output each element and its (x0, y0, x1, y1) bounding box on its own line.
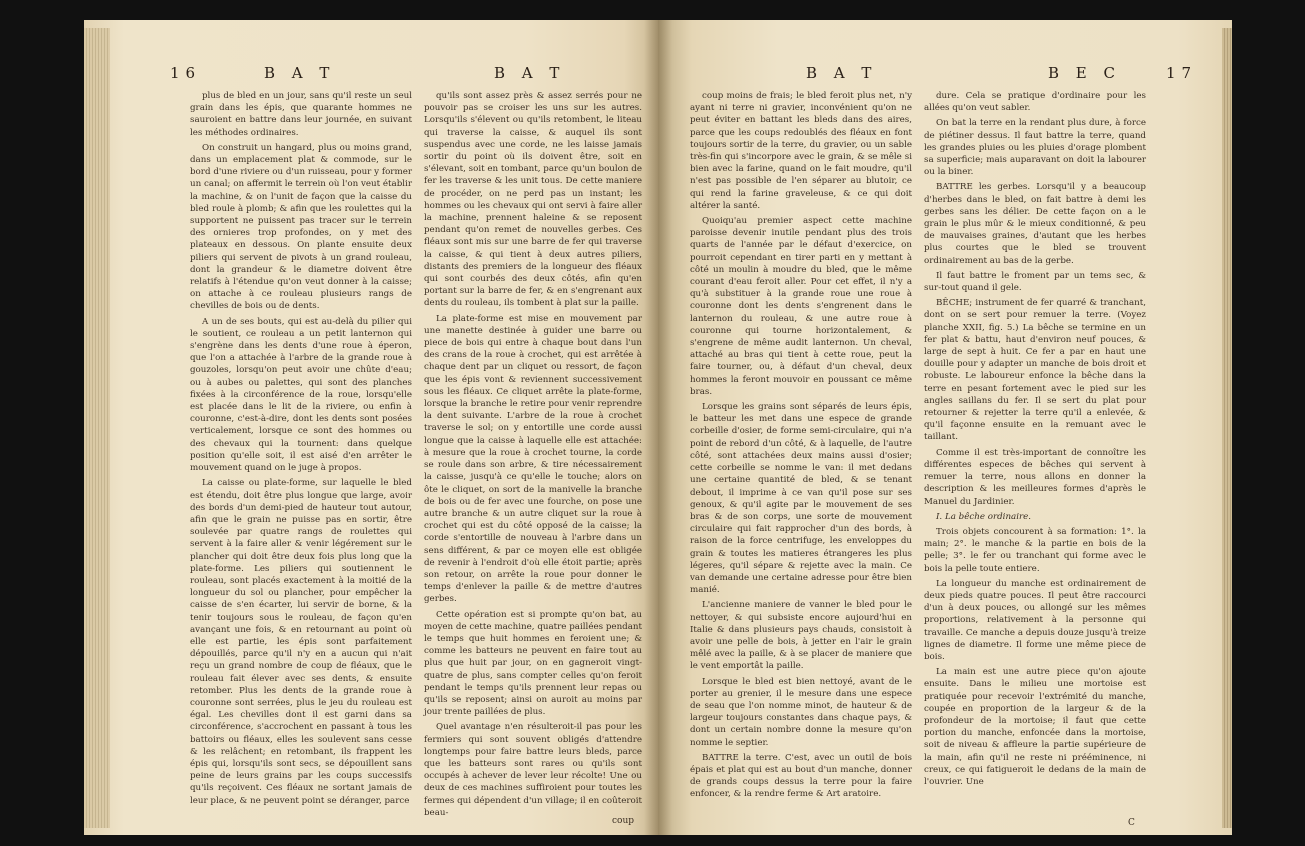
paragraph: On construit un hangard, plus ou moins grand, dans un emplacement plat & commode, sur le bord d'une riviere ou d'un ruisseau, pour y former un canal; on affermit le terrein où l'on veut établir la machine, & on l'unit de façon que la caisse du bled roule à plomb; & afin que les roulettes qui la supportent ne puissent pas tracer sur le terrein des ornieres trop profondes, on y met des plateaux en dessous. On plante ensuite deux piliers qui servent de pivots à un grand rouleau, dont la grandeur & le diametre doivent être relatifs à l'étendue qu'on veut donner à la caisse; on attache à ce rouleau plusieurs rangs de chevilles de bois ou de dents. (190, 142, 412, 312)
paragraph: BATTRE la terre. C'est, avec un outil de bois épais et plat qui est au bout d'un manche, donner de grands coups dessus la terre pour la faire enfoncer, & la rendre ferme & Art aratoire. (690, 752, 912, 800)
paragraph: coup moins de frais; le bled feroit plus net, n'y ayant ni terre ni gravier, inconvénient qu'on ne peut éviter en battant les bleds dans des aires, parce que les coups redoublés des fléaux en font toujours sortir de la terre, du gravier, ou un sable très-fin qui s'incorpore avec le grain, & se mêle si bien avec la farine, quand on le fait moudre, qu'il n'est pas possible de l'en séparer au blutoir, ce qui rend la farine graveleuse, & ce qui doit altérer la santé. (690, 91, 912, 211)
open-book (84, 20, 1232, 835)
paragraph: dure. Cela se pratique d'ordinaire pour les allées qu'on veut sabler. (924, 91, 1146, 114)
running-head-left-b: B A T (494, 64, 566, 82)
right-column-1 (690, 90, 912, 804)
page-number-left: 16 (170, 64, 202, 82)
paragraph: BATTRE les gerbes. Lorsqu'il y a beaucoup d'herbes dans le bled, on fait battre à demi les gerbes sans les délier. De cette façon on a le grain le plus mûr & le mieux conditionné, & peu de mauvaises graines, d'autant que les herbes plus courtes que le bled se trouvent ordinairement au bas de la gerbe. (924, 182, 1146, 266)
paragraph: La longueur du manche est ordinairement de deux pieds quatre pouces. Il peut être raccourci d'un à deux pouces, ou allongé sur les mêmes proportions, relativement à la personne qui travaille. Ce manche a depuis douze jusqu'à treize lignes de diametre. Il forme une même piece de bois. (924, 578, 1147, 662)
paragraph: A un de ses bouts, qui est au-delà du pilier qui le soutient, ce rouleau a un petit lanternon qui s'engrène dans les dents d'une roue à éperon, que l'on a attachée à l'arbre de la grande roue à gouzoles, lorsqu'on peut avoir une chûte d'eau; ou à aubes ou palettes, qui sont des planches fixées à la circonférence de la roue, lorsqu'elle est placée dans le lit de la riviere, ou enfin à couronne, c'est-à-dire, dont les dents sont posées verticalement, lorsque ce sont des hommes ou des chevaux qui la tournent: dans quelque position qu'elle soit, il est aisé d'en arrêter le mouvement quand on le juge à propos. (190, 316, 412, 474)
paragraph: La main est une autre piece qu'on ajoute ensuite. Dans le milieu une mortoise est pratiquée pour recevoir l'extrémité du manche, coupée en proportion de la largeur & de la profondeur de la mortoise; il faut que cette portion du manche, enfoncée dans la mortoise, soit de niveau & affleure la partie supérieure de la main, afin qu'il ne reste ni prééminence, ni creux, ce qui fatigueroit le dedans de la main de l'ouvrier. Une (924, 667, 1146, 787)
paragraph: BÊCHE; instrument de fer quarré & tranchant, dont on se sert pour remuer la terre. (Voyez planche XXII, fig. 5.) La bêche se termine en un fer plat & battu, haut d'environ neuf pouces, & large de sept à huit. Ce fer a par en haut une douille pour y adapter un manche de bois droit et robuste. Le laboureur enfonce la bêche dans la terre en pesant fortement avec le pied sur les angles saillans du fer. Il se sert du plat pour retourner & rejetter la terre qu'il a enlevée, & qu'il façonne ensuite en la remuant avec le taillant. (924, 298, 1146, 443)
paragraph: Comme il est très-important de connoître les différentes especes de bêches qui servent à remuer la terre, nous allons en donner la description & les meilleures formes d'après le Manuel du Jardinier. (924, 447, 1146, 507)
page-edges-right (1222, 28, 1232, 828)
book-gutter (644, 20, 672, 835)
paragraph: Trois objets concourent à sa formation: 1°. la main; 2°. le manche & la partie en bois de la pelle; 3°. le fer ou tranchant qui forme avec le bois la pelle toute entiere. (924, 526, 1146, 574)
left-column-1 (190, 90, 412, 810)
page-edges-left (84, 28, 110, 828)
paragraph: Quoiqu'au premier aspect cette machine paroisse devenir inutile pendant plus des trois quarts de l'année par le défaut d'exercice, on pourroit cependant en tirer parti en y mettant à côté un moulin à moudre du bled, que le même courant d'eau feroit aller. Pour cet effet, il n'y a qu'à substituer à la grande roue une roue à couronne dont les dents s'engrenent dans le lanternon du rouleau, & une autre roue à couronne qui tourne horizontalement, & s'engrene de même audit lanternon. Un cheval, attaché au bras qui tient à cette roue, peut la faire tourner, ou, à défaut d'un cheval, deux hommes la feront mouvoir en poussant ce même bras. (690, 216, 912, 397)
right-column-2 (924, 90, 1146, 791)
paragraph: L'ancienne maniere de vanner le bled pour le nettoyer, & qui subsiste encore aujourd'hui en Italie & dans plusieurs pays chauds, consistoit à avoir une pelle de bois, à jetter en l'air le grain mêlé avec la paille, & à se placer de maniere que le vent emportât la paille. (690, 600, 912, 672)
paragraph: La caisse ou plate-forme, sur laquelle le bled est étendu, doit être plus longue que large, avoir des bords d'un demi-pied de hauteur tout autour, afin que le grain ne puisse pas en sortir, être soulevée par quatre rangs de roulettes qui servent à la faire aller & venir légérement sur le plancher qui doit être deux fois plus long que la plate-forme. Les piliers qui soutiennent le rouleau, sont placés exactement à la moitié de la longueur du sol ou plancher, pour empêcher la caisse de s'en écarter, lui servir de borne, & la tenir toujours sous le rouleau, de façon qu'en avançant une fois, & en retournant au point où elle est partie, les épis sont parfaitement dépouillés, parce qu'il n'y en a aucun qui n'ait reçu un grand nombre de coup de fléaux, que le rouleau fait élever avec ses dents, & ensuite retomber. Plus les dents de la grande roue à couronne sont serrées, plus le jeu du rouleau est égal. Les chevilles dont il est garni dans sa circonférence, s'accrochent en passant à tous les battoirs ou fléaux, elles les soulevent sans cesse & les relâchent; en retombant, ils frappent les épis qui, lorsqu'ils sont secs, se dépouillent sans peine de leurs grains par les coups successifs qu'ils reçoivent. Ces fléaux ne sortant jamais de leur place, & ne peuvent point se déranger, parce (190, 478, 412, 806)
catchword-left: coup (612, 816, 635, 826)
paragraph: La plate-forme est mise en mouvement par une manette destinée à guider une barre ou piece de bois qui entre à chaque bout dans l'un des crans de la roue à crochet, qui est arrêtée à chaque dent par un cliquet ou ressort, de façon que les épis vont & reviennent successivement sous les fléaux. Ce cliquet arrête la plate-forme, lorsque la branche le retire pour venir reprendre la dent suivante. L'arbre de la roue à crochet traverse le sol; on y entortille une corde aussi longue que la caisse à laquelle elle est attachée: à mesure que la roue à crochet tourne, la corde se roule dans son arbre, & tire nécessairement la caisse, jusqu'à ce qu'elle le touche; alors on ôte le cliquet, on sort de la manivelle la branche de bois ou de fer avec une fourche, on pose une autre branche & un autre cliquet sur la roue à crochet qui est du côté opposé de la caisse; la corde s'entortille de nouveau à l'arbre dans un sens différent, & par ce moyen elle est obligée de revenir à l'endroit d'où elle étoit partie; après son retour, on arrête la roue pour donner le temps d'enlever la paille & de mettre d'autres gerbes. (424, 313, 642, 605)
catchword-right: C (1128, 818, 1135, 828)
paragraph: Il faut battre le froment par un tems sec, & sur-tout quand il gele. (924, 270, 1146, 294)
running-head-right-a: B A T (806, 64, 878, 82)
running-head-right-b: B E C (1048, 64, 1121, 82)
running-head-left-a: B A T (264, 64, 336, 82)
paragraph: Lorsque les grains sont séparés de leurs épis, le batteur les met dans une espece de grande corbeille d'osier, de forme semi-circulaire, qui n'a point de rebord d'un côté, & à laquelle, de l'autre côté, sont attachées deux mains aussi d'osier; cette corbeille se nomme le van: il met dedans une certaine quantité de bled, & se tenant debout, il imprime à ce van qu'il pose sur ses genoux, & qu'il agite par le mouvement de ses bras & de son corps, une sorte de mouvement circulaire qui fait rapprocher d'un des bords, à raison de la force centrifuge, les enveloppes du grain & toutes les matieres étrangeres les plus légeres, qu'il sépare & rejette avec la main. Ce van demande une certaine adresse pour être bien manié. (690, 402, 912, 596)
page-number-right: 17 (1166, 64, 1198, 82)
paragraph: On bat la terre en la rendant plus dure, à force de piétiner dessus. Il faut battre la terre, quand les grandes pluies ou les pluies d'orage plombent sa superficie; mais auparavant on doit la labourer ou la biner. (924, 118, 1146, 178)
paragraph: Lorsque le bled est bien nettoyé, avant de le porter au grenier, il le mesure dans une espece de seau que l'on nomme minot, de hauteur & de largeur toujours constantes dans chaque pays, & dont un certain nombre donne la mesure qu'on nomme le septier. (690, 676, 912, 748)
paragraph: Quel avantage n'en résulteroit-il pas pour les fermiers qui sont souvent obligés d'attendre longtemps pour faire battre leurs bleds, parce que les batteurs sont rares ou qu'ils sont occupés à achever de lever leur récolte! Une ou deux de ces machines suffiroient pour toutes les fermes qui dépendent d'un village; il en coûteroit beau- (424, 722, 642, 818)
paragraph: plus de bled en un jour, sans qu'il reste un seul grain dans les épis, que quarante hommes ne sauroient en battre dans leur journée, en suivant les méthodes ordinaires. (190, 91, 412, 138)
paragraph: qu'ils sont assez près & assez serrés pour ne pouvoir pas se croiser les uns sur les autres. Lorsqu'ils s'élevent ou qu'ils retombent, le liteau qui traverse la caisse, & auquel ils sont suspendus avec une corde, ne les laisse jamais sortir du point où ils doivent être, soit en s'élevant, soit en tombant, parce qu'un boulon de fer les traverse & les unit tous. De cette maniere de procéder, on ne perd pas un instant; les hommes ou les chevaux qui ont servi à faire aller la machine, prennent haleine & se reposent pendant qu'on remet de nouvelles gerbes. Ces fléaux sont mis sur une barre de fer qui traverse la caisse, & qui tient à deux autres piliers, distants des premiers de la longueur des fléaux qui sont courbés des deux côtés, afin qu'en portant sur la barre de fer, & en s'engrenant aux dents du rouleau, ils tombent à plat sur la paille. (424, 91, 642, 309)
section-heading: I. La bêche ordinaire. (936, 511, 1032, 522)
right-page (658, 20, 1232, 835)
paragraph: Cette opération est si prompte qu'on bat, au moyen de cette machine, quatre paillées pendant le temps que huit hommes en feroient une; & comme les batteurs ne peuvent en faire tout au plus que huit par jour, on en gagneroit vingt-quatre de plus, sans compter celles qu'on feroit pendant le temps qu'ils prennent leur repas ou qu'ils se reposent; ainsi on auroit au moins par jour trente paillées de plus. (424, 609, 642, 718)
left-page (84, 20, 658, 835)
left-column-2 (424, 90, 642, 822)
